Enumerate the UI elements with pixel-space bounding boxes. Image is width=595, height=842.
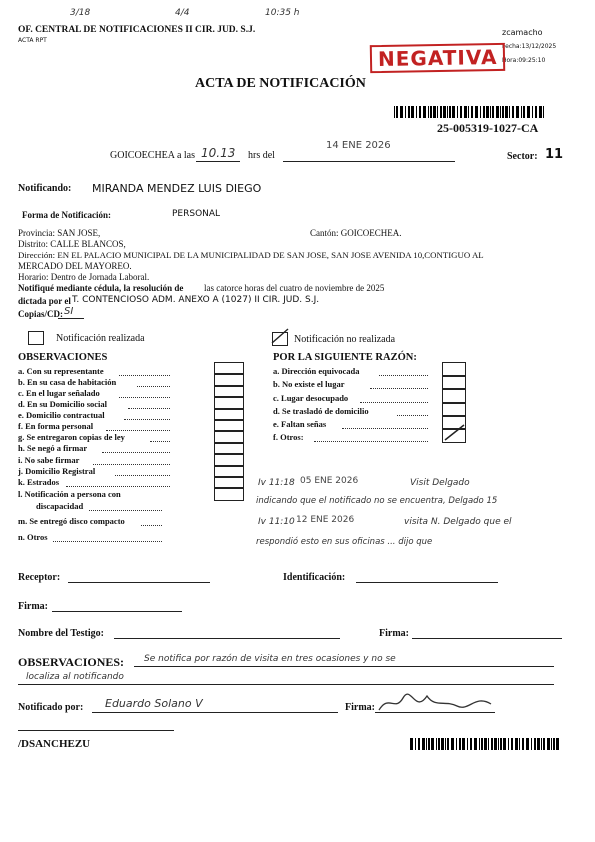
leader-line [397, 415, 428, 416]
observacion-checkbox[interactable] [214, 487, 244, 500]
notifier-code: /DSANCHEZU [18, 738, 91, 750]
realizada-label: Notificación realizada [56, 333, 145, 344]
leader-line [314, 441, 428, 442]
observacion-item: c. En el lugar señalado [18, 388, 100, 398]
direccion-line1: Dirección: EN EL PALACIO MUNICIPAL DE LA MUNICIPALIDAD DE SAN JOSE, SAN JOSE AVENIDA 10,CONTIGUO AL [18, 250, 484, 260]
provincia: Provincia: SAN JOSE, [18, 228, 101, 238]
forma-label: Forma de Notificación: [22, 210, 111, 220]
leader-line [89, 510, 162, 511]
case-number: 25-005319-1027-CA [437, 121, 539, 135]
leader-line [342, 428, 428, 429]
observacion-item: i. No sabe firmar [18, 455, 80, 465]
razon-item: c. Lugar desocupado [273, 393, 349, 403]
observaciones-footer-text1: Se notifica por razón de visita en tres ocasiones y no se [144, 654, 396, 664]
barcode-bottom [410, 738, 562, 750]
observacion-item: m. Se entregó disco compacto [18, 516, 125, 526]
notificando-value: MIRANDA MENDEZ LUIS DIEGO [92, 182, 262, 195]
observacion-item: g. Se entregaron copias de ley [18, 432, 125, 442]
office-line: OF. CENTRAL DE NOTIFICACIONES II CIR. JUD. S.J. [18, 25, 256, 35]
firma3-label: Firma: [345, 702, 375, 713]
horario: Horario: Dentro de Jornada Laboral. [18, 272, 150, 282]
place-label: GOICOECHEA a las [110, 150, 195, 161]
top-scribble-mid: 4/4 [175, 8, 190, 18]
leader-line [102, 452, 170, 453]
print-time: Hora:09:25:10 [502, 57, 546, 64]
realizada-checkbox[interactable] [28, 331, 44, 345]
observacion-item: f. En forma personal [18, 421, 94, 431]
leader-line [128, 408, 170, 409]
notificado-value: Eduardo Solano V [105, 697, 203, 710]
note-line2: indicando que el notificado no se encuentra, Delgado 15 [256, 496, 498, 506]
razon-item: b. No existe el lugar [273, 379, 345, 389]
document-title: ACTA DE NOTIFICACIÓN [195, 76, 366, 91]
firma2-line[interactable] [412, 638, 562, 639]
distrito: Distrito: CALLE BLANCOS, [18, 239, 126, 249]
notifique-value: las catorce horas del cuatro de noviembre de 2025 [204, 283, 385, 293]
razon-item: d. Se trasladó de domicilio [273, 406, 369, 416]
otros-check-mark-icon [441, 423, 469, 443]
user-id: zcamacho [502, 28, 543, 37]
notifique-label: Notifiqué mediante cédula, la resolución de [18, 283, 184, 293]
hrs-del-label: hrs del [248, 150, 275, 161]
testigo-label: Nombre del Testigo: [18, 628, 104, 639]
observaciones-title: OBSERVACIONES [18, 352, 108, 363]
copias-value: SI [64, 306, 74, 317]
time-value: 10.13 [201, 146, 236, 160]
note-line1-stamp: 05 ENE 2026 [300, 476, 359, 486]
observacion-item: b. En su casa de habitación [18, 377, 117, 387]
razon-title: POR LA SIGUIENTE RAZÓN: [273, 352, 417, 363]
receptor-line[interactable] [68, 582, 210, 583]
leader-line [141, 525, 162, 526]
firma-label: Firma: [18, 601, 48, 612]
forma-value: PERSONAL [172, 209, 221, 219]
observacion-item: discapacidad [36, 501, 84, 511]
leader-line [115, 475, 170, 476]
leader-line [119, 397, 170, 398]
note-line3-b: visita N. Delgado que el [404, 517, 512, 527]
leader-line [53, 541, 162, 542]
firma-line[interactable] [52, 611, 182, 612]
note-line4: respondió esto en sus oficinas ... dijo que [256, 537, 433, 547]
leader-line [106, 430, 170, 431]
no-realizada-label: Notificación no realizada [294, 334, 396, 345]
leader-line [370, 388, 428, 389]
observacion-item: k. Estrados [18, 477, 60, 487]
top-scribble-left: 3/18 [70, 8, 91, 18]
observaciones-footer-label: OBSERVACIONES: [18, 655, 125, 669]
razon-item: e. Faltan señas [273, 419, 327, 429]
observacion-item: j. Domicilio Registral [18, 466, 96, 476]
leader-line [66, 486, 170, 487]
leader-line [124, 419, 170, 420]
razon-item: f. Otros: [273, 432, 304, 442]
dictada-value: T. CONTENCIOSO ADM. ANEXO A (1027) II CIR. JUD. S.J. [72, 295, 320, 305]
print-date: Fecha:13/12/2025 [502, 43, 557, 50]
observacion-item: e. Domicilio contractual [18, 410, 105, 420]
identificacion-label: Identificación: [283, 572, 346, 583]
top-scribble-right: 10:35 h [265, 8, 300, 18]
leader-line [150, 441, 170, 442]
observacion-item: d. En su Domicilio social [18, 399, 108, 409]
leader-line [93, 464, 170, 465]
observacion-item: a. Con su representante [18, 366, 104, 376]
observacion-item: h. Se negó a firmar [18, 443, 88, 453]
canton: Cantón: GOICOECHEA. [310, 228, 402, 238]
signature-image [375, 690, 495, 718]
date-stamp: 14 ENE 2026 [326, 140, 391, 151]
barcode-top [394, 106, 546, 118]
note-line3-stamp: 12 ENE 2026 [296, 515, 355, 525]
observacion-item: n. Otros [18, 532, 48, 542]
notificando-label: Notificando: [18, 183, 72, 194]
dictada-label: dictada por el [18, 296, 71, 306]
sector-value: 11 [545, 147, 564, 162]
testigo-line[interactable] [114, 638, 340, 639]
firma2-label: Firma: [379, 628, 409, 639]
observacion-item: l. Notificación a persona con [18, 489, 121, 499]
copias-label: Copias/CD: [18, 309, 64, 319]
note-line3-a: Iv 11:10 [258, 517, 295, 527]
leader-line [360, 402, 428, 403]
note-line1-b: Visit Delgado [410, 478, 470, 488]
identificacion-line[interactable] [356, 582, 498, 583]
acta-rpt-label: ACTA RPT [18, 37, 47, 44]
razon-item: a. Dirección equivocada [273, 366, 360, 376]
observaciones-footer-text2: localiza al notificando [26, 672, 124, 682]
direccion-line2: MERCADO DEL MAYOREO. [18, 261, 132, 271]
negativa-stamp: NEGATIVA [370, 43, 506, 73]
leader-line [137, 386, 170, 387]
receptor-label: Receptor: [18, 572, 61, 583]
check-mark-icon [268, 327, 292, 347]
leader-line [379, 375, 428, 376]
sector-label: Sector: [507, 151, 538, 162]
note-line1-a: Iv 11:18 [258, 478, 295, 488]
notificado-label: Notificado por: [18, 702, 84, 713]
leader-line [119, 375, 170, 376]
